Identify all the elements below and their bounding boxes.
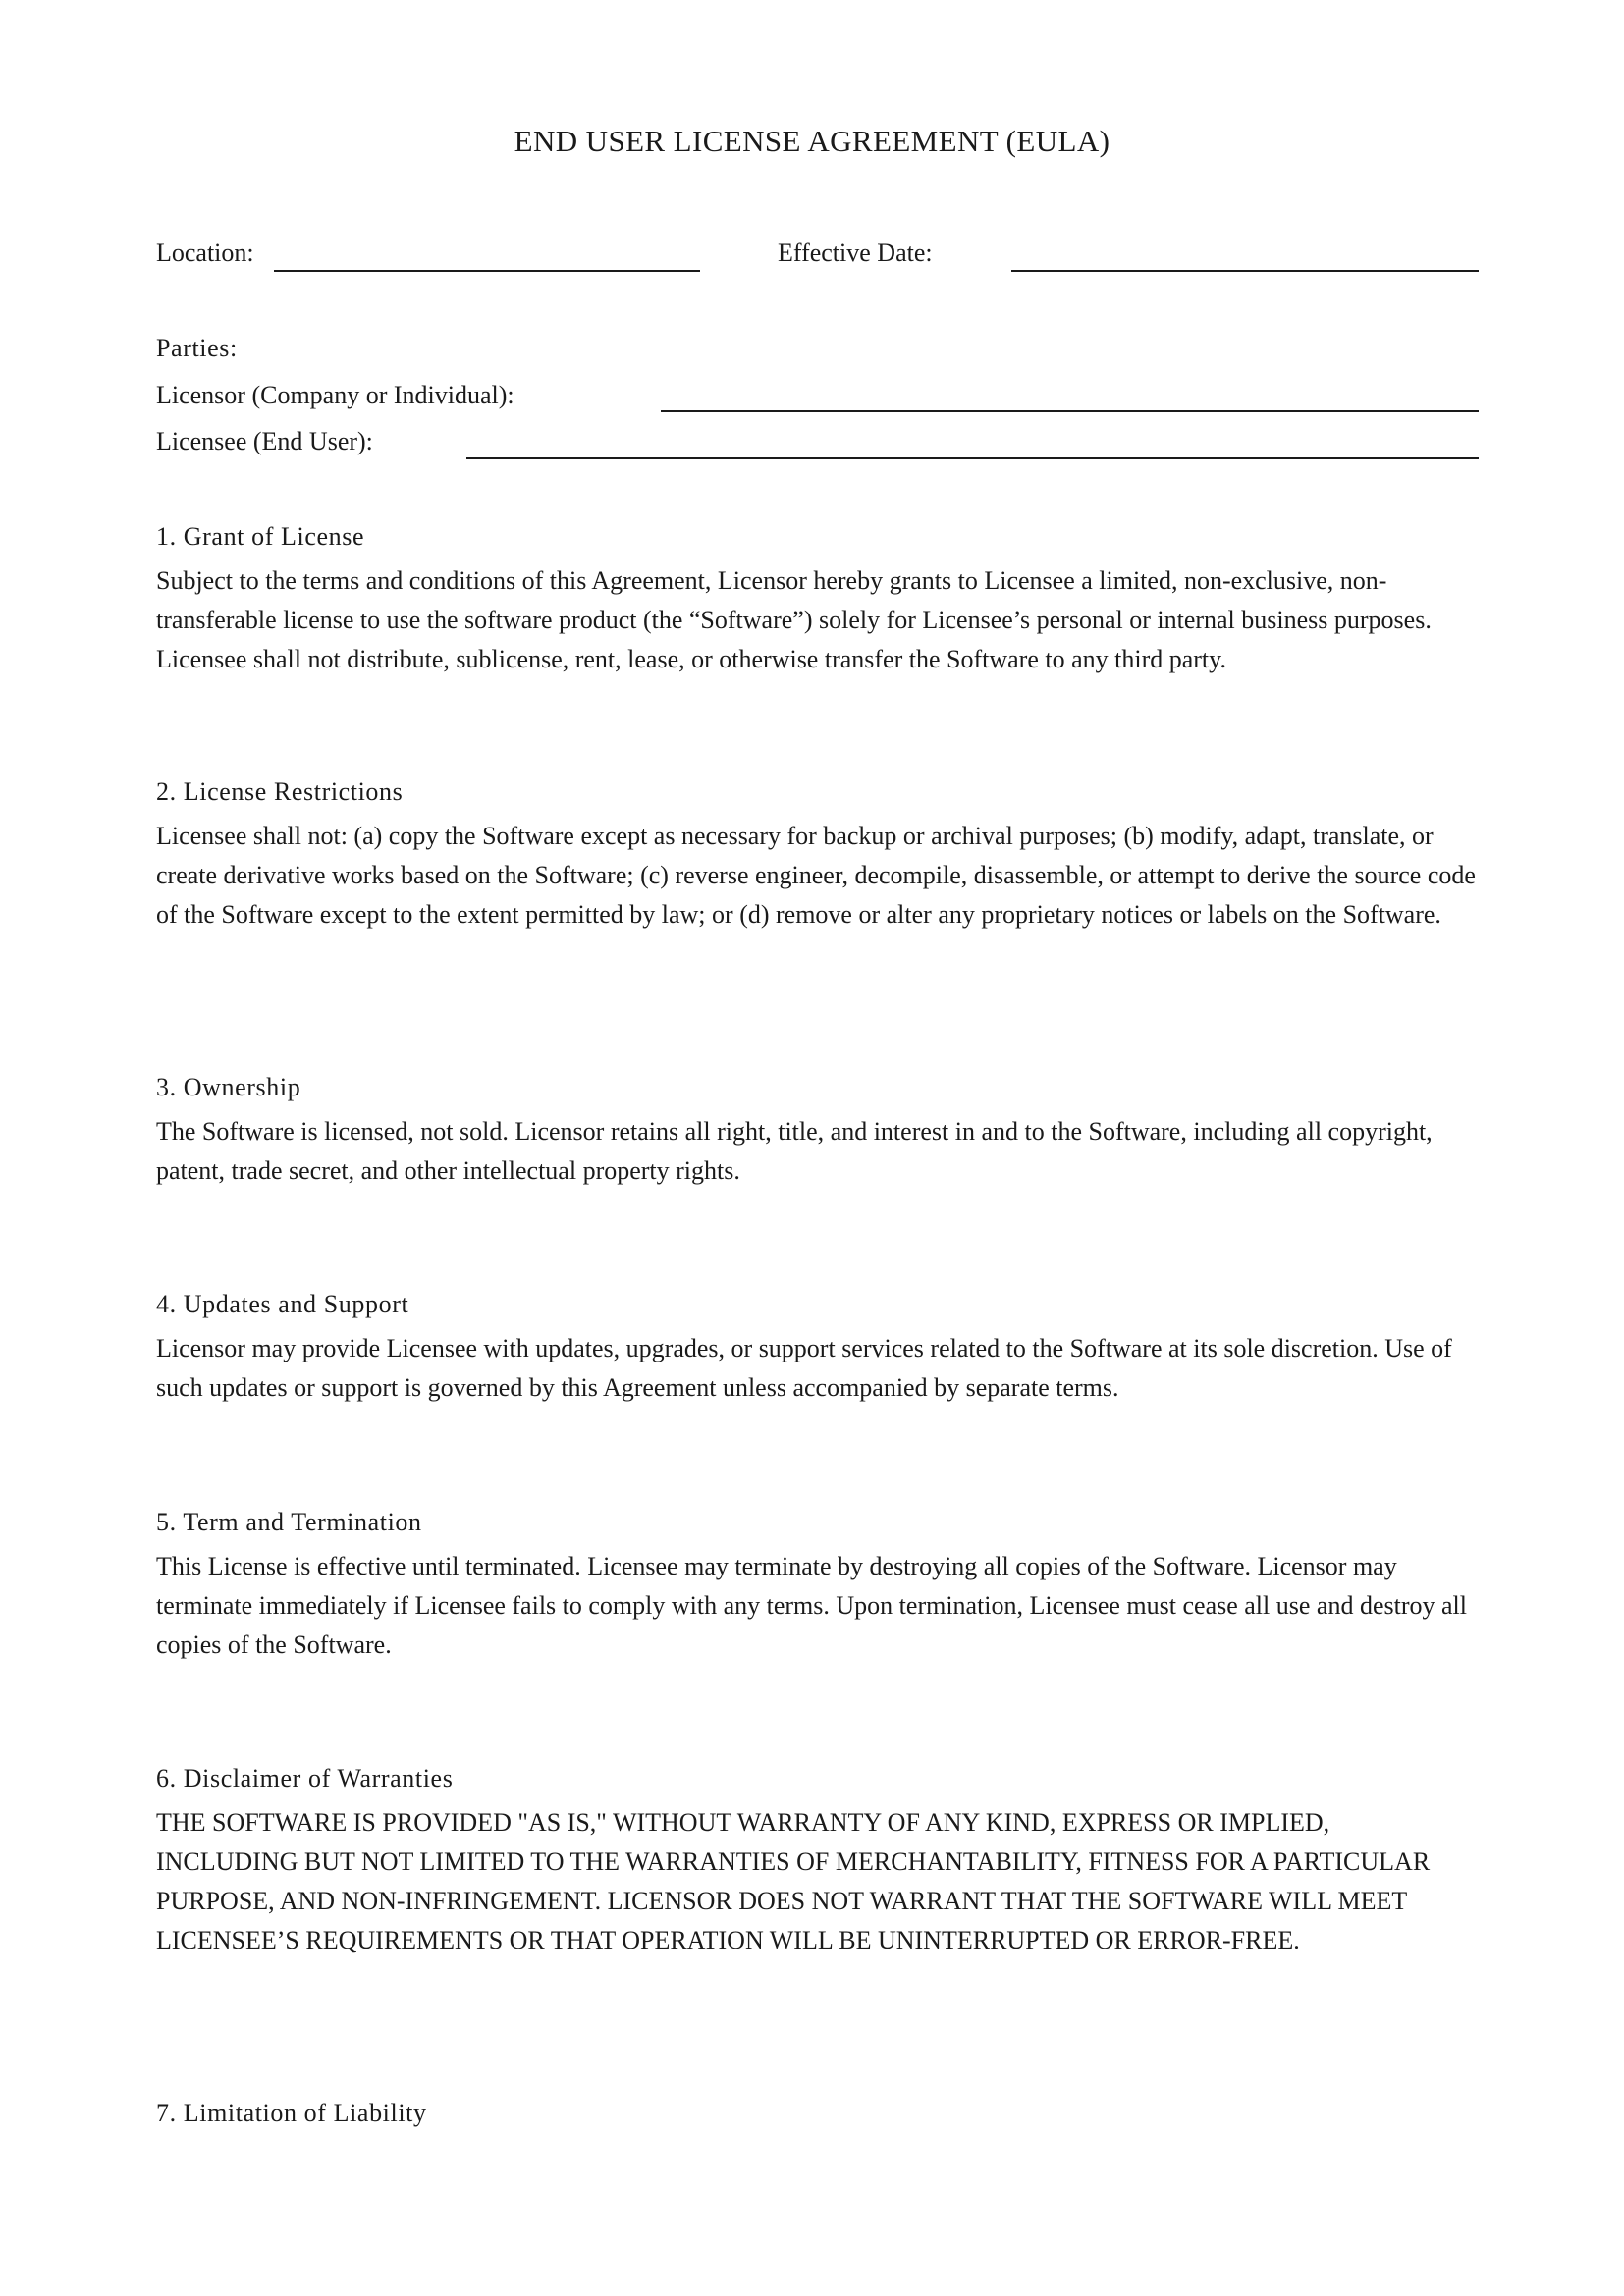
section-body: THE SOFTWARE IS PROVIDED "AS IS," WITHOUT WARRANTY OF ANY KIND, EXPRESS OR IMPLIED, INCLUDING BUT NOT LIMITED TO THE WARRANTIES OF MERCHANTABILITY, FITNESS FOR A PARTICULAR PURPOSE, AND NON-INFRINGEMENT. LICENSOR DOES NOT WARRANT THAT THE SOFTWARE WILL MEET LICENSEE’S REQUIREMENTS OR THAT OPERATION WILL BE UNINTERRUPTED OR ERROR-FREE. (156, 1808, 1431, 1954)
section-heading: 2. License Restrictions (156, 777, 404, 806)
licensor-field-line[interactable] (661, 410, 1479, 412)
parties-label: Parties: (156, 334, 238, 362)
section-heading: 3. Ownership (156, 1073, 301, 1101)
section-heading: 6. Disclaimer of Warranties (156, 1764, 454, 1792)
licensee-field-line[interactable] (466, 457, 1479, 459)
location-field-line[interactable] (274, 270, 700, 272)
section-body: Licensor may provide Licensee with updates, upgrades, or support services related to the Software at its sole discretion. Use of such updates or support is governed by this Agreement unless accompanied by separate terms. (156, 1334, 1452, 1402)
effective-date-field-line[interactable] (1011, 270, 1479, 272)
section-heading: 1. Grant of License (156, 522, 365, 551)
location-label: Location: (156, 239, 254, 267)
section-heading: 5. Term and Termination (156, 1508, 422, 1536)
section-body: The Software is licensed, not sold. Licensor retains all right, title, and interest in and to the Software, including all copyright, patent, trade secret, and other intellectual property rights. (156, 1117, 1433, 1185)
licensor-label: Licensor (Company or Individual): (156, 381, 514, 409)
section-body: This License is effective until terminated. Licensee may terminate by destroying all copies of the Software. Licensor may terminate immediately if Licensee fails to comply with any terms. Upon termination, Licensee must cease all use and destroy all copies of the Software. (156, 1552, 1467, 1659)
effective-date-label: Effective Date: (778, 239, 933, 267)
section-heading: 7. Limitation of Liability (156, 2099, 427, 2127)
document-title: END USER LICENSE AGREEMENT (EULA) (514, 124, 1110, 158)
section-body: Subject to the terms and conditions of this Agreement, Licensor hereby grants to Licensee a limited, non-exclusive, non-transferable license to use the software product (the “Software”) solely for Licensee’s personal or internal business purposes. Licensee shall not distribute, sublicense, rent, lease, or otherwise transfer the Software to any third party. (156, 566, 1432, 673)
section-body: Licensee shall not: (a) copy the Software except as necessary for backup or archival purposes; (b) modify, adapt, translate, or create derivative works based on the Software; (c) reverse engineer, decompile, disassemble, or attempt to derive the source code of the Software except to the extent permitted by law; or (d) remove or alter any proprietary notices or labels on the Software. (156, 822, 1476, 929)
section-heading: 4. Updates and Support (156, 1290, 409, 1318)
licensee-label: Licensee (End User): (156, 427, 373, 455)
